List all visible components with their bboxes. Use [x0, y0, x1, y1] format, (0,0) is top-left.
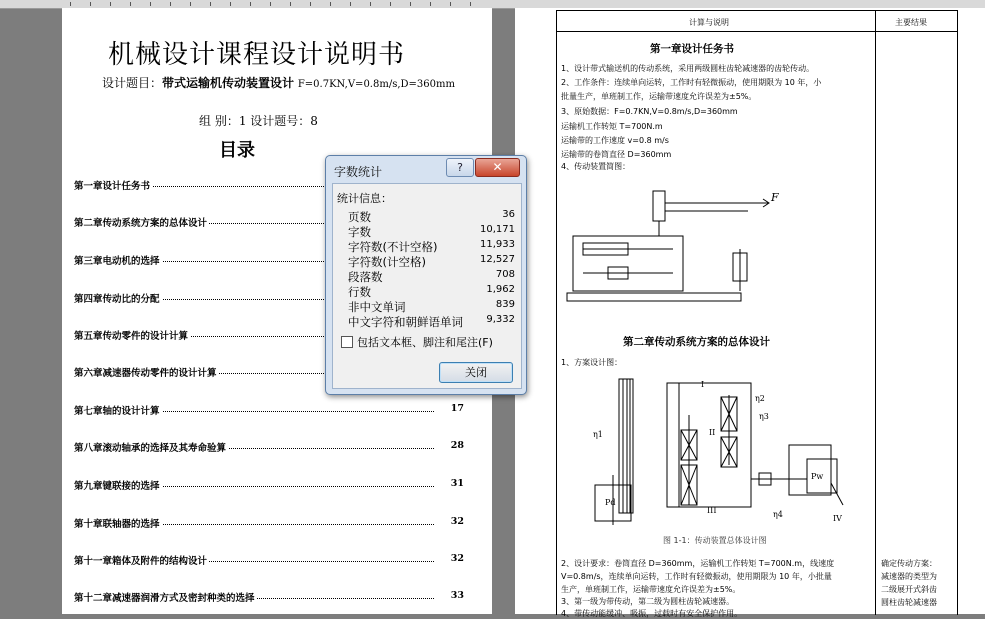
stat-value: 9,332	[486, 314, 515, 325]
chapter2-heading: 第二章传动系统方案的总体设计	[623, 336, 770, 348]
stat-row	[348, 209, 518, 223]
ch1-line: 运输机工作转矩 T=700N.m	[561, 122, 663, 131]
stat-value: 1,962	[486, 284, 515, 295]
toc-entry-label: 第九章键联接的选择	[74, 478, 162, 492]
ch1-line: 1、设计带式输送机的传动系统，采用两级圆柱齿轮减速器的齿轮传动。	[561, 64, 815, 73]
dialog-title: 字数统计	[334, 165, 383, 179]
result-line: 减速器的类型为	[881, 572, 937, 581]
help-button[interactable]: ?	[446, 158, 474, 177]
toc-entry-page: 17	[450, 403, 464, 414]
shaft-label: I	[701, 380, 705, 389]
stat-row	[348, 269, 518, 283]
toc-entry-label: 第二章传动系统方案的总体设计	[74, 215, 209, 229]
toc-entry-label: 第六章减速器传动零件的设计计算	[74, 365, 219, 379]
efficiency-label: η3	[759, 412, 769, 421]
figure-caption: 图 1-1：传动装置总体设计图	[663, 536, 767, 545]
toc-entry-label: 第四章传动比的分配	[74, 291, 162, 305]
stat-value: 708	[495, 269, 515, 280]
shaft-label: II	[709, 428, 716, 437]
drive-design-diagram	[593, 375, 873, 547]
toc-entry-label: 第一章设计任务书	[74, 178, 152, 192]
design-topic-params: F=0.7KN,V=0.8m/s,D=360mm	[297, 79, 455, 90]
col-header-result: 主要结果	[895, 18, 927, 27]
design-topic-name: 带式运输机传动装置设计	[162, 76, 295, 90]
document-page-right[interactable]	[515, 8, 985, 618]
ch1-line: 2、工作条件：连续单向运转，工作时有轻微振动，使用期限为 10 年，小	[561, 78, 822, 87]
toc-entry-page: 32	[450, 553, 464, 564]
output-power-label: Pw	[811, 472, 824, 481]
toc-entry-label: 第三章电动机的选择	[74, 253, 162, 267]
ch2-line: 生产，单班制工作，运输带速度允许误差为±5%。	[561, 585, 741, 594]
stat-label: 非中文单词	[348, 300, 406, 314]
col-header-calc: 计算与说明	[689, 18, 729, 27]
stat-row	[348, 299, 518, 313]
toc-entry[interactable]	[74, 403, 464, 417]
efficiency-label: η2	[755, 394, 765, 403]
toc-entry[interactable]	[74, 590, 464, 604]
ch1-line: 运输带的卷筒直径 D=360mm	[561, 150, 672, 159]
ch1-line: 运输带的工作速度 v=0.8 m/s	[561, 136, 669, 145]
document-title: 机械设计课程设计说明书	[108, 40, 406, 70]
stat-value: 36	[502, 209, 515, 220]
calc-table	[556, 10, 958, 618]
toc-entry-page: 33	[450, 590, 464, 601]
stats-group-label: 统计信息：	[337, 192, 392, 205]
stat-label: 字符数(不计空格)	[348, 240, 438, 254]
result-line: 确定传动方案：	[881, 559, 937, 568]
toc-heading: 目录	[219, 140, 255, 161]
toc-entry[interactable]	[74, 516, 464, 530]
stat-row	[348, 239, 518, 253]
include-textbox-label[interactable]: 包括文本框、脚注和尾注(F)	[357, 336, 493, 349]
toc-entry[interactable]	[74, 553, 464, 567]
efficiency-label: η4	[773, 510, 783, 519]
stat-label: 页数	[348, 210, 371, 224]
stat-value: 11,933	[480, 239, 515, 250]
toc-entry[interactable]	[74, 440, 464, 454]
toc-entry-label: 第十章联轴器的选择	[74, 516, 162, 530]
shaft-label: III	[707, 506, 717, 515]
ch2-line: V=0.8m/s，连续单向运转，工作时有轻微振动，使用期限为 10 年，小批量	[561, 572, 832, 581]
force-label: F	[771, 191, 779, 204]
motor-power-label: Pd	[605, 498, 616, 507]
ch2-line: 4、带传动能缓冲、吸振，过载时有安全保护作用。	[561, 609, 743, 618]
transmission-sketch	[563, 181, 793, 306]
shaft-label: IV	[833, 514, 842, 523]
stat-row	[348, 284, 518, 298]
result-line: 圆柱齿轮减速器	[881, 598, 937, 607]
ch1-line: 批量生产，单班制工作，运输带速度允许误差为±5%。	[561, 92, 757, 101]
close-button[interactable]: 关闭	[439, 362, 513, 383]
design-topic	[102, 74, 455, 91]
stat-label: 中文字符和朝鲜语单词	[348, 315, 463, 329]
toc-entry-label: 第七章轴的设计计算	[74, 403, 162, 417]
result-line: 二级展开式斜齿	[881, 585, 937, 594]
design-topic-prefix: 设计题目：	[102, 76, 163, 90]
ch2-line: 2、设计要求：卷筒直径 D=360mm，运输机工作转矩 T=700N.m，线速度	[561, 559, 835, 568]
stat-value: 10,171	[480, 224, 515, 235]
stat-label: 字数	[348, 225, 371, 239]
toc-entry-label: 第十一章箱体及附件的结构设计	[74, 553, 209, 567]
toc-entry[interactable]	[74, 478, 464, 492]
dialog-body	[332, 183, 522, 389]
ch1-line: 3、原始数据：F=0.7KN,V=0.8m/s,D=360mm	[561, 107, 738, 116]
stat-label: 段落数	[348, 270, 383, 284]
toc-entry-label: 第五章传动零件的设计计算	[74, 328, 190, 342]
stat-value: 839	[495, 299, 515, 310]
stat-label: 行数	[348, 285, 371, 299]
toc-entry-label: 第八章滚动轴承的选择及其寿命验算	[74, 440, 228, 454]
ch2-line: 1、方案设计图：	[561, 358, 623, 367]
word-count-dialog[interactable]	[325, 155, 527, 395]
stat-row	[348, 224, 518, 238]
ch2-line: 3、第一级为带传动，第二级为圆柱齿轮减速器。	[561, 597, 735, 606]
stat-row	[348, 254, 518, 268]
stat-row	[348, 314, 518, 328]
efficiency-label: η1	[593, 430, 603, 439]
toc-entry-label: 第十二章减速器润滑方式及密封种类的选择	[74, 590, 257, 604]
toc-entry-page: 31	[450, 478, 464, 489]
chapter1-heading: 第一章设计任务书	[650, 43, 734, 55]
include-textbox-checkbox[interactable]	[341, 336, 353, 348]
stat-label: 字符数(计空格)	[348, 255, 426, 269]
stat-value: 12,527	[480, 254, 515, 265]
close-icon[interactable]: ✕	[475, 158, 520, 177]
ch1-line: 4、传动装置简图：	[561, 162, 631, 171]
group-line: 组 别：1 设计题号：8	[199, 114, 318, 128]
toc-entry-page: 28	[450, 440, 464, 451]
toc-entry-page: 32	[450, 516, 464, 527]
